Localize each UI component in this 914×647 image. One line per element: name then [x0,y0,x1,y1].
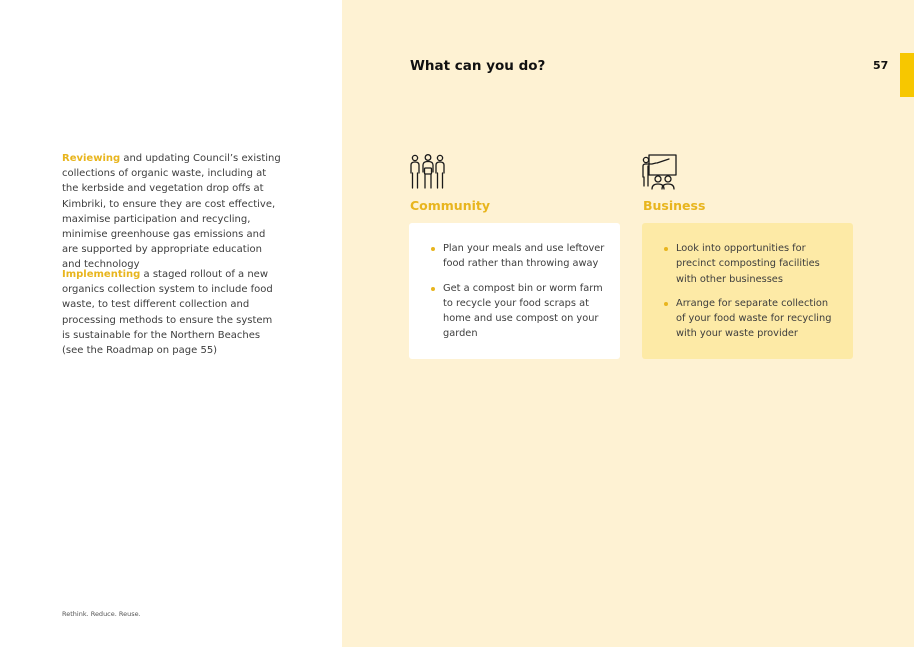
page-heading: What can you do? [410,58,546,74]
reviewing-text: and updating Council’s existing collections of organic waste, including at the kerbside and vegetation drop offs at Kimbriki, to ensure they are cost effective, maximise participation and recycling, minimise greenhouse gas emissions and are supported by appropriate education and technology [62,153,281,271]
list-item [664,296,839,342]
bullet-icon [664,247,668,251]
bullet-icon [664,302,668,306]
page-number: 57 [873,59,889,72]
list-item [664,241,839,287]
list-item-text: Plan your meals and use leftover food rather than throwing away [443,243,605,270]
community-people-icon [409,153,447,191]
community-card [409,223,620,359]
reviewing-paragraph [62,151,282,273]
community-title: Community [410,198,491,213]
list-item [431,241,606,272]
bullet-icon [431,247,435,251]
business-presentation-icon [640,153,678,191]
bullet-icon [431,287,435,291]
reviewing-highlight: Reviewing [62,153,121,164]
list-item-text: Get a compost bin or worm farm to recycle your food scraps at home and use compost on your garden [443,282,603,340]
implementing-highlight: Implementing [62,269,141,280]
page-tab-marker [900,53,914,97]
list-item-text: Look into opportunities for precinct composting facilities with other businesses [676,243,820,285]
community-list [431,241,606,342]
business-card [642,223,853,359]
implementing-paragraph [62,267,282,358]
list-item [431,281,606,342]
list-item-text: Arrange for separate collection of your food waste for recycling with your waste provider [676,297,832,340]
implementing-text: a staged rollout of a new organics collection system to include food waste, to test different collection and processing methods to ensure the system is sustainable for the Northern Beaches (see the Roadmap on page 55) [62,269,273,357]
business-list [664,241,839,342]
footer-tagline: Rethink. Reduce. Reuse. [62,610,141,618]
business-title: Business [643,198,706,213]
